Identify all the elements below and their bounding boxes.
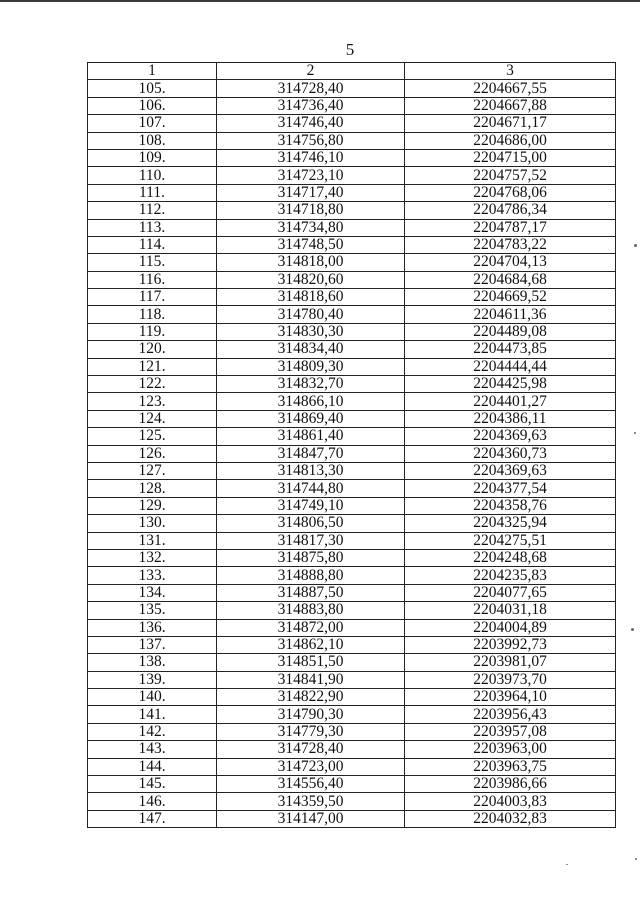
- y-coordinate-cell: 2204377,54: [405, 480, 616, 497]
- point-number-cell: 138.: [88, 654, 217, 671]
- x-coordinate-cell: 314872,00: [217, 619, 405, 636]
- x-coordinate-cell: 314888,80: [217, 567, 405, 584]
- table-row: [88, 132, 616, 149]
- y-coordinate-cell: 2204386,11: [405, 410, 616, 427]
- x-coordinate-cell: 314866,10: [217, 393, 405, 410]
- y-coordinate-cell: 2204473,85: [405, 341, 616, 358]
- y-coordinate-cell: 2204783,22: [405, 236, 616, 253]
- x-coordinate-cell: 314875,80: [217, 549, 405, 566]
- table-row: [88, 462, 616, 479]
- x-coordinate-cell: 314809,30: [217, 358, 405, 375]
- table-row: [88, 793, 616, 810]
- y-coordinate-cell: 2204671,17: [405, 115, 616, 132]
- y-coordinate-cell: 2204235,83: [405, 567, 616, 584]
- scan-speck: [634, 432, 636, 434]
- y-coordinate-cell: 2204077,65: [405, 584, 616, 601]
- point-number-cell: 110.: [88, 167, 217, 184]
- table-row: [88, 410, 616, 427]
- scan-speck: [566, 864, 568, 865]
- point-number-cell: 140.: [88, 689, 217, 706]
- point-number-cell: 125.: [88, 428, 217, 445]
- y-coordinate-cell: 2203963,00: [405, 741, 616, 758]
- table-row: [88, 776, 616, 793]
- point-number-cell: 134.: [88, 584, 217, 601]
- table-row: [88, 149, 616, 166]
- x-coordinate-cell: 314734,80: [217, 219, 405, 236]
- table-row: [88, 306, 616, 323]
- point-number-cell: 137.: [88, 636, 217, 653]
- table-row: [88, 202, 616, 219]
- y-coordinate-cell: 2204786,34: [405, 202, 616, 219]
- point-number-cell: 145.: [88, 776, 217, 793]
- y-coordinate-cell: 2204325,94: [405, 515, 616, 532]
- table-row: [88, 341, 616, 358]
- y-coordinate-cell: 2204031,18: [405, 602, 616, 619]
- header-row: [88, 63, 616, 80]
- x-coordinate-cell: 314147,00: [217, 810, 405, 827]
- x-coordinate-cell: 314718,80: [217, 202, 405, 219]
- point-number-cell: 105.: [88, 80, 217, 97]
- table-row: [88, 497, 616, 514]
- x-coordinate-cell: 314834,40: [217, 341, 405, 358]
- y-coordinate-cell: 2204669,52: [405, 289, 616, 306]
- table-row: [88, 636, 616, 653]
- point-number-cell: 121.: [88, 358, 217, 375]
- y-coordinate-cell: 2204768,06: [405, 184, 616, 201]
- table-row: [88, 358, 616, 375]
- x-coordinate-cell: 314359,50: [217, 793, 405, 810]
- y-coordinate-cell: 2204401,27: [405, 393, 616, 410]
- table-row: [88, 97, 616, 114]
- table-row: [88, 584, 616, 601]
- table-row: [88, 567, 616, 584]
- x-coordinate-cell: 314728,40: [217, 80, 405, 97]
- x-coordinate-cell: 314556,40: [217, 776, 405, 793]
- x-coordinate-cell: 314862,10: [217, 636, 405, 653]
- table-row: [88, 723, 616, 740]
- table-row: [88, 376, 616, 393]
- x-coordinate-cell: 314817,30: [217, 532, 405, 549]
- point-number-cell: 107.: [88, 115, 217, 132]
- table-row: [88, 428, 616, 445]
- header-col-1: 1: [88, 63, 217, 80]
- point-number-cell: 139.: [88, 671, 217, 688]
- x-coordinate-cell: 314746,40: [217, 115, 405, 132]
- x-coordinate-cell: 314790,30: [217, 706, 405, 723]
- point-number-cell: 114.: [88, 236, 217, 253]
- x-coordinate-cell: 314830,30: [217, 323, 405, 340]
- point-number-cell: 113.: [88, 219, 217, 236]
- x-coordinate-cell: 314756,80: [217, 132, 405, 149]
- x-coordinate-cell: 314723,10: [217, 167, 405, 184]
- table-row: [88, 219, 616, 236]
- x-coordinate-cell: 314717,40: [217, 184, 405, 201]
- y-coordinate-cell: 2204667,55: [405, 80, 616, 97]
- x-coordinate-cell: 314818,00: [217, 254, 405, 271]
- table-row: [88, 689, 616, 706]
- table-header: [88, 63, 616, 80]
- x-coordinate-cell: 314806,50: [217, 515, 405, 532]
- y-coordinate-cell: 2204489,08: [405, 323, 616, 340]
- point-number-cell: 133.: [88, 567, 217, 584]
- point-number-cell: 146.: [88, 793, 217, 810]
- table-row: [88, 810, 616, 827]
- table-row: [88, 254, 616, 271]
- y-coordinate-cell: 2203964,10: [405, 689, 616, 706]
- x-coordinate-cell: 314748,50: [217, 236, 405, 253]
- point-number-cell: 124.: [88, 410, 217, 427]
- x-coordinate-cell: 314822,90: [217, 689, 405, 706]
- point-number-cell: 129.: [88, 497, 217, 514]
- x-coordinate-cell: 314883,80: [217, 602, 405, 619]
- y-coordinate-cell: 2204360,73: [405, 445, 616, 462]
- y-coordinate-cell: 2203981,07: [405, 654, 616, 671]
- table-row: [88, 706, 616, 723]
- x-coordinate-cell: 314832,70: [217, 376, 405, 393]
- table-row: [88, 289, 616, 306]
- x-coordinate-cell: 314723,00: [217, 758, 405, 775]
- y-coordinate-cell: 2204444,44: [405, 358, 616, 375]
- y-coordinate-cell: 2204704,13: [405, 254, 616, 271]
- x-coordinate-cell: 314887,50: [217, 584, 405, 601]
- x-coordinate-cell: 314736,40: [217, 97, 405, 114]
- y-coordinate-cell: 2203963,75: [405, 758, 616, 775]
- coordinates-table: [87, 62, 616, 828]
- table-row: [88, 323, 616, 340]
- y-coordinate-cell: 2203992,73: [405, 636, 616, 653]
- table-row: [88, 80, 616, 97]
- point-number-cell: 127.: [88, 462, 217, 479]
- table-row: [88, 532, 616, 549]
- scan-speck: [635, 858, 637, 860]
- table-row: [88, 271, 616, 288]
- y-coordinate-cell: 2203986,66: [405, 776, 616, 793]
- point-number-cell: 118.: [88, 306, 217, 323]
- y-coordinate-cell: 2204686,00: [405, 132, 616, 149]
- y-coordinate-cell: 2204757,52: [405, 167, 616, 184]
- x-coordinate-cell: 314746,10: [217, 149, 405, 166]
- point-number-cell: 143.: [88, 741, 217, 758]
- point-number-cell: 112.: [88, 202, 217, 219]
- table-row: [88, 184, 616, 201]
- y-coordinate-cell: 2204032,83: [405, 810, 616, 827]
- y-coordinate-cell: 2204369,63: [405, 428, 616, 445]
- header-col-3: 3: [405, 63, 616, 80]
- y-coordinate-cell: 2204684,68: [405, 271, 616, 288]
- table-row: [88, 758, 616, 775]
- point-number-cell: 111.: [88, 184, 217, 201]
- table-row: [88, 602, 616, 619]
- table-row: [88, 115, 616, 132]
- point-number-cell: 132.: [88, 549, 217, 566]
- x-coordinate-cell: 314851,50: [217, 654, 405, 671]
- table-row: [88, 515, 616, 532]
- table-row: [88, 480, 616, 497]
- point-number-cell: 120.: [88, 341, 217, 358]
- table-row: [88, 167, 616, 184]
- header-col-2: 2: [217, 63, 405, 80]
- point-number-cell: 130.: [88, 515, 217, 532]
- y-coordinate-cell: 2204003,83: [405, 793, 616, 810]
- y-coordinate-cell: 2204787,17: [405, 219, 616, 236]
- y-coordinate-cell: 2203973,70: [405, 671, 616, 688]
- y-coordinate-cell: 2204369,63: [405, 462, 616, 479]
- point-number-cell: 109.: [88, 149, 217, 166]
- y-coordinate-cell: 2204004,89: [405, 619, 616, 636]
- point-number-cell: 106.: [88, 97, 217, 114]
- x-coordinate-cell: 314869,40: [217, 410, 405, 427]
- table-body: [88, 80, 616, 828]
- x-coordinate-cell: 314861,40: [217, 428, 405, 445]
- x-coordinate-cell: 314779,30: [217, 723, 405, 740]
- point-number-cell: 115.: [88, 254, 217, 271]
- y-coordinate-cell: 2204715,00: [405, 149, 616, 166]
- scan-speck: [634, 244, 637, 247]
- y-coordinate-cell: 2203957,08: [405, 723, 616, 740]
- x-coordinate-cell: 314820,60: [217, 271, 405, 288]
- x-coordinate-cell: 314818,60: [217, 289, 405, 306]
- point-number-cell: 131.: [88, 532, 217, 549]
- y-coordinate-cell: 2204667,88: [405, 97, 616, 114]
- x-coordinate-cell: 314744,80: [217, 480, 405, 497]
- table-row: [88, 741, 616, 758]
- point-number-cell: 126.: [88, 445, 217, 462]
- x-coordinate-cell: 314728,40: [217, 741, 405, 758]
- x-coordinate-cell: 314749,10: [217, 497, 405, 514]
- scan-top-edge: [0, 0, 640, 2]
- point-number-cell: 122.: [88, 376, 217, 393]
- scan-speck: [631, 628, 634, 631]
- y-coordinate-cell: 2204358,76: [405, 497, 616, 514]
- point-number-cell: 117.: [88, 289, 217, 306]
- point-number-cell: 123.: [88, 393, 217, 410]
- table-row: [88, 654, 616, 671]
- page-number: 5: [345, 40, 355, 59]
- point-number-cell: 135.: [88, 602, 217, 619]
- table-row: [88, 393, 616, 410]
- table-row: [88, 549, 616, 566]
- y-coordinate-cell: 2204611,36: [405, 306, 616, 323]
- point-number-cell: 136.: [88, 619, 217, 636]
- point-number-cell: 144.: [88, 758, 217, 775]
- point-number-cell: 128.: [88, 480, 217, 497]
- point-number-cell: 147.: [88, 810, 217, 827]
- point-number-cell: 116.: [88, 271, 217, 288]
- table-row: [88, 445, 616, 462]
- x-coordinate-cell: 314841,90: [217, 671, 405, 688]
- x-coordinate-cell: 314847,70: [217, 445, 405, 462]
- point-number-cell: 119.: [88, 323, 217, 340]
- table-row: [88, 671, 616, 688]
- point-number-cell: 141.: [88, 706, 217, 723]
- table-row: [88, 619, 616, 636]
- table-row: [88, 236, 616, 253]
- y-coordinate-cell: 2204248,68: [405, 549, 616, 566]
- x-coordinate-cell: 314813,30: [217, 462, 405, 479]
- y-coordinate-cell: 2203956,43: [405, 706, 616, 723]
- x-coordinate-cell: 314780,40: [217, 306, 405, 323]
- y-coordinate-cell: 2204275,51: [405, 532, 616, 549]
- point-number-cell: 142.: [88, 723, 217, 740]
- point-number-cell: 108.: [88, 132, 217, 149]
- y-coordinate-cell: 2204425,98: [405, 376, 616, 393]
